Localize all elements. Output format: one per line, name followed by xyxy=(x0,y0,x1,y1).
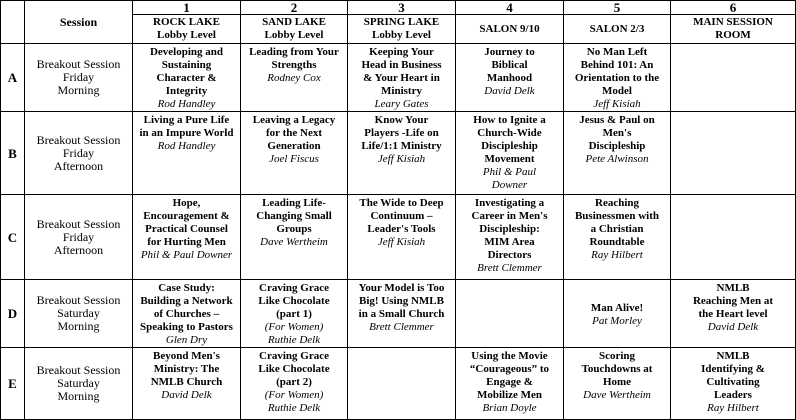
session-letter: E xyxy=(1,348,25,420)
session-cell xyxy=(671,44,796,112)
session-title-line: Jesus & Paul on xyxy=(579,114,655,126)
speaker-name: David Delk xyxy=(707,321,759,333)
speaker-name: Ruthie Delk xyxy=(267,334,321,346)
session-title-line: NMLB Church xyxy=(150,376,223,388)
session-title-line: Generation xyxy=(267,140,321,152)
session-title-line: Encouragement & xyxy=(143,210,230,222)
session-cell xyxy=(456,195,564,280)
session-label-line: Breakout Session xyxy=(36,216,121,231)
session-cell xyxy=(564,348,671,420)
session-label-line: Afternoon xyxy=(53,242,104,257)
room-header-2: SAND LAKE Lobby Level xyxy=(241,15,348,44)
room-number-2: 2 xyxy=(241,1,348,15)
room-number-4: 4 xyxy=(456,1,564,15)
session-title-line: Leader's Tools xyxy=(367,223,436,235)
session-title-line: Leading from Your xyxy=(249,46,339,58)
room-number-row xyxy=(1,1,796,15)
session-letter: A xyxy=(1,44,25,112)
speaker-name: Brett Clemmer xyxy=(369,321,434,333)
room-header-6: MAIN SESSION ROOM xyxy=(671,15,796,44)
session-cell xyxy=(564,280,671,348)
session-cell xyxy=(456,348,564,420)
session-label-line: Saturday xyxy=(57,306,100,320)
session-title-line: Orientation to the xyxy=(574,72,660,84)
session-title-line: How to Ignite a xyxy=(473,114,546,126)
session-cell xyxy=(456,112,564,195)
session-letter: D xyxy=(1,280,25,348)
session-title-line: Case Study: xyxy=(158,282,215,294)
session-title-line: Leaving a Legacy xyxy=(252,114,336,126)
session-title-line: Men's xyxy=(602,127,632,139)
session-title-line: in a Small Church xyxy=(358,308,445,320)
session-title-line: Discipleship xyxy=(588,140,646,152)
session-title-line: Living a Pure Life xyxy=(143,114,230,126)
speaker-name: Leary Gates xyxy=(374,98,429,110)
session-label-line: Friday xyxy=(62,145,95,160)
session-title-line: Like Chocolate xyxy=(258,295,330,307)
session-title-line: Engage & xyxy=(486,376,533,388)
room-number-6: 6 xyxy=(671,1,796,15)
speaker-name: Ray Hilbert xyxy=(591,249,643,261)
session-title-line: (part 1) xyxy=(276,308,312,320)
session-title-line: Cultivating xyxy=(706,376,760,388)
session-title-line: Developing and xyxy=(149,46,224,58)
session-cell xyxy=(671,280,796,348)
session-cell xyxy=(671,348,796,420)
session-header-cell: Session xyxy=(25,1,133,44)
session-title-line: Continuum – xyxy=(370,210,433,222)
session-title-line: for Hurting Men xyxy=(147,236,226,248)
session-label-line: Morning xyxy=(57,389,100,403)
session-title-line: Scoring xyxy=(598,350,636,362)
session-title-line: NMLB xyxy=(716,282,750,294)
speaker-name: David Delk xyxy=(484,85,535,97)
session-label xyxy=(25,112,133,195)
session-cell xyxy=(133,44,241,112)
speaker-name: Downer xyxy=(491,179,528,191)
session-title-line: Speaking to Pastors xyxy=(140,321,233,333)
session-title-line: Manhood xyxy=(486,72,533,84)
session-label-line: Breakout Session xyxy=(36,293,121,307)
session-title-line: the Heart level xyxy=(698,308,768,320)
corner-cell xyxy=(1,1,25,44)
session-label-line: Friday xyxy=(62,229,95,244)
session-cell xyxy=(671,195,796,280)
speaker-name: Jeff Kisiah xyxy=(377,153,426,165)
session-audience-note: (For Women) xyxy=(264,389,324,401)
session-label xyxy=(25,348,133,420)
room-number-3: 3 xyxy=(348,1,456,15)
speaker-name: Pete Alwinson xyxy=(585,153,649,165)
speaker-name: Rod Handley xyxy=(157,140,216,152)
session-title-line: Behind 101: An xyxy=(580,59,654,71)
session-title-line: Sustaining xyxy=(161,59,212,71)
session-title-line: Strengths xyxy=(271,59,317,71)
session-label-line: Morning xyxy=(57,83,100,97)
session-title-line: Big! Using NMLB xyxy=(359,295,444,307)
speaker-name: Jeff Kisiah xyxy=(377,236,426,248)
session-title-line: Businessmen with xyxy=(574,210,660,222)
session-title-line: Like Chocolate xyxy=(258,363,330,375)
session-audience-note: (For Women) xyxy=(264,321,324,333)
session-title-line: Touchdowns at xyxy=(581,363,653,375)
session-row-c xyxy=(1,195,796,280)
room-header-1: ROCK LAKE Lobby Level xyxy=(133,15,241,44)
speaker-name: Ray Hilbert xyxy=(707,402,759,414)
session-label-line: Breakout Session xyxy=(36,132,121,147)
session-cell xyxy=(564,195,671,280)
session-title-line: for the Next xyxy=(266,127,322,139)
session-title-line: Model xyxy=(602,85,632,97)
session-cell xyxy=(241,280,348,348)
session-label-line: Morning xyxy=(57,319,100,333)
session-title-line: Hope, xyxy=(172,197,201,209)
session-title-line: Identifying & xyxy=(701,363,765,375)
session-title-line: (part 2) xyxy=(276,376,312,388)
session-cell xyxy=(348,44,456,112)
session-title-line: Leaders xyxy=(714,389,752,401)
session-label xyxy=(25,195,133,280)
session-title-line: in an Impure World xyxy=(139,127,234,139)
session-title-line: Groups xyxy=(276,223,312,235)
speaker-name: Phil & Paul Downer xyxy=(140,249,233,261)
session-title-line: Roundtable xyxy=(589,236,645,248)
speaker-name: Joel Fiscus xyxy=(269,153,319,165)
session-title-line: Integrity xyxy=(165,85,208,97)
speaker-name: Phil & Paul xyxy=(482,166,537,178)
session-label xyxy=(25,280,133,348)
session-title-line: Reaching xyxy=(595,197,639,209)
session-title-line: Investigating a xyxy=(474,197,545,209)
session-title-line: Players -Life on xyxy=(364,127,439,139)
session-title-line: Life/1:1 Ministry xyxy=(361,140,442,152)
session-title-line: Know Your xyxy=(374,114,429,126)
speaker-name: Brett Clemmer xyxy=(477,262,542,274)
session-title-line: Home xyxy=(602,376,632,388)
speaker-name: Pat Morley xyxy=(592,314,642,327)
session-cell xyxy=(241,112,348,195)
session-title-line: Ministry xyxy=(381,85,422,97)
session-label-line: Saturday xyxy=(57,376,100,390)
speaker-name: Dave Wertheim xyxy=(583,389,651,401)
session-letter: C xyxy=(1,195,25,280)
session-title-line: No Man Left xyxy=(586,46,648,58)
speaker-name: Brian Doyle xyxy=(482,402,537,414)
session-cell xyxy=(133,112,241,195)
session-cell xyxy=(564,112,671,195)
session-title-line: Man Alive! xyxy=(590,301,644,314)
session-title-line: Using the Movie xyxy=(471,350,548,362)
session-title-line: Reaching Men at xyxy=(692,295,774,307)
session-title-line: “Courageous” to xyxy=(469,363,550,375)
session-title-line: Discipleship xyxy=(481,140,538,152)
session-letter: B xyxy=(1,112,25,195)
session-cell xyxy=(564,44,671,112)
session-cell xyxy=(348,195,456,280)
speaker-name: Rodney Cox xyxy=(267,72,321,84)
session-cell xyxy=(348,348,456,420)
session-row-b xyxy=(1,112,796,195)
session-cell xyxy=(456,280,564,348)
session-title-line: Career in Men's xyxy=(471,210,548,222)
session-title-line: Discipleship: xyxy=(479,223,540,235)
session-title-line: Directors xyxy=(487,249,532,261)
session-cell xyxy=(133,195,241,280)
session-cell xyxy=(456,44,564,112)
session-row-a xyxy=(1,44,796,112)
session-cell xyxy=(348,280,456,348)
room-number-5: 5 xyxy=(564,1,671,15)
session-cell xyxy=(133,280,241,348)
session-title-line: Beyond Men's xyxy=(153,350,220,362)
session-title-line: Ministry: The xyxy=(153,363,220,375)
room-header-5: SALON 2/3 xyxy=(564,15,671,44)
speaker-name: Glen Dry xyxy=(165,334,208,346)
session-label xyxy=(25,44,133,112)
session-cell xyxy=(241,348,348,420)
session-title-line: Practical Counsel xyxy=(145,223,228,235)
speaker-name: Rod Handley xyxy=(157,98,216,110)
session-title-line: & Your Heart in xyxy=(363,72,440,84)
session-title-line: Mobilize Men xyxy=(476,389,543,401)
session-title-line: Movement xyxy=(484,153,535,165)
session-cell xyxy=(241,195,348,280)
session-title-line: The Wide to Deep xyxy=(359,197,444,209)
session-label-line: Breakout Session xyxy=(36,363,121,377)
session-title-line: Craving Grace xyxy=(259,282,329,294)
session-label-line: Afternoon xyxy=(53,158,104,173)
session-row-e xyxy=(1,348,796,420)
room-number-1: 1 xyxy=(133,1,241,15)
session-title-line: Journey to xyxy=(484,46,535,58)
speaker-name: Ruthie Delk xyxy=(267,402,321,414)
session-row-d xyxy=(1,280,796,348)
room-header-3: SPRING LAKE Lobby Level xyxy=(348,15,456,44)
session-title-line: Church-Wide xyxy=(477,127,542,139)
session-label-line: Friday xyxy=(62,70,95,84)
session-title-line: MIM Area xyxy=(484,236,535,248)
session-label-line: Breakout Session xyxy=(36,57,121,71)
session-title-line: Keeping Your xyxy=(369,46,434,58)
session-cell xyxy=(133,348,241,420)
room-header-4: SALON 9/10 xyxy=(456,15,564,44)
session-title-line: Craving Grace xyxy=(259,350,329,362)
session-cell xyxy=(671,112,796,195)
session-cell xyxy=(348,112,456,195)
session-title-line: Building a Network xyxy=(140,295,233,307)
session-title-line: Biblical xyxy=(491,59,528,71)
session-title-line: Head in Business xyxy=(361,59,442,71)
session-title-line: NMLB xyxy=(716,350,750,362)
session-title-line: Your Model is Too xyxy=(358,282,445,294)
session-title-line: a Christian xyxy=(590,223,644,235)
speaker-name: David Delk xyxy=(161,389,212,401)
session-cell xyxy=(241,44,348,112)
session-title-line: of Churches – xyxy=(153,308,220,320)
session-title-line: Changing Small xyxy=(256,210,332,222)
speaker-name: Dave Wertheim xyxy=(260,236,328,248)
speaker-name: Jeff Kisiah xyxy=(593,98,641,110)
session-title-line: Character & xyxy=(156,72,217,84)
session-title-line: Leading Life- xyxy=(262,197,326,209)
